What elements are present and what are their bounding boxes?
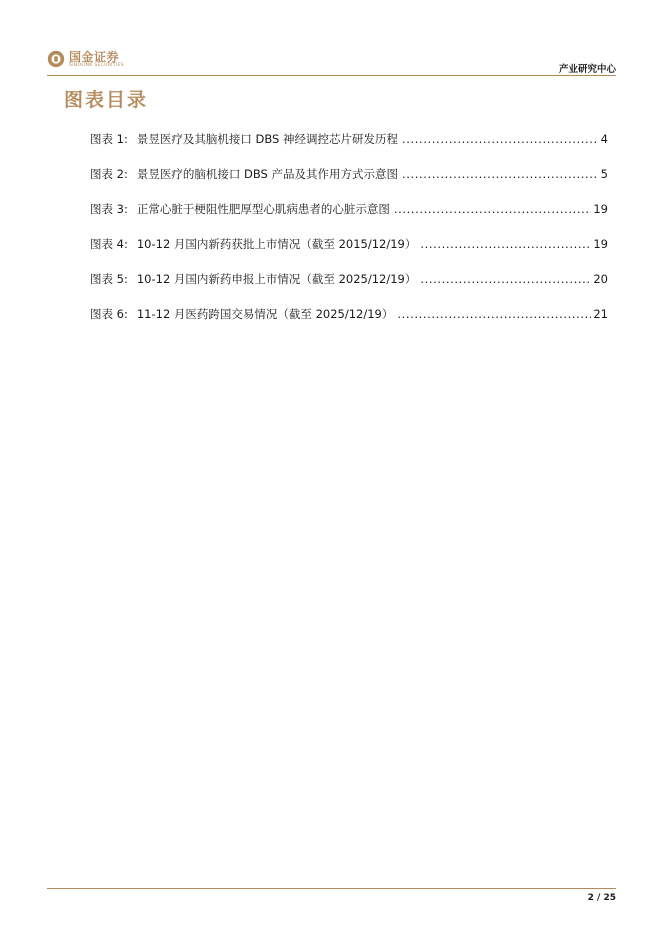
toc-entry-page: 5 [600,167,608,181]
toc-entry-caption: 11-12 月医药跨国交易情况（截至 2025/12/19） [136,307,394,321]
company-logo [47,48,147,70]
toc-title: 图表目录 [64,89,149,111]
toc-entry[interactable] [90,236,608,271]
sinolink-logo-icon [47,50,65,68]
toc-entry-label: 图表 3: [90,202,128,216]
toc-entry-page: 21 [593,307,608,321]
toc-leader-dots [402,167,596,181]
toc-entry-caption: 景昱医疗的脑机接口 DBS 产品及其作用方式示意图 [136,167,399,181]
toc-entry-page: 19 [593,237,608,251]
toc-entry[interactable] [90,131,608,166]
toc-leader-dots [394,202,592,216]
toc-entry[interactable] [90,306,608,341]
toc-list [90,131,608,341]
toc-entry-label: 图表 5: [90,272,128,286]
toc-entry[interactable] [90,271,608,306]
toc-entry-label: 图表 1: [90,132,128,146]
toc-entry-label: 图表 4: [90,237,128,251]
toc-entry-page: 19 [593,202,608,216]
toc-entry-caption: 景昱医疗及其脑机接口 DBS 神经调控芯片研发历程 [136,132,399,146]
header-divider [47,75,616,76]
toc-leader-dots [420,272,591,286]
toc-entry-caption: 正常心脏于梗阻性肥厚型心肌病患者的心脏示意图 [136,202,390,216]
toc-entry-page: 20 [593,272,608,286]
toc-leader-dots [420,237,591,251]
toc-entry[interactable] [90,201,608,236]
toc-entry-caption: 10-12 月国内新药获批上市情况（截至 2015/12/19） [136,237,417,251]
footer-divider [47,888,616,889]
department-name: 产业研究中心 [558,64,616,75]
toc-entry-page: 4 [600,132,608,146]
toc-entry-label: 图表 2: [90,167,128,181]
logo-chinese-text: 国金证券 [69,50,120,64]
page-number: 2 / 25 [587,893,616,903]
toc-entry[interactable] [90,166,608,201]
toc-entry-label: 图表 6: [90,307,128,321]
toc-entry-caption: 10-12 月国内新药申报上市情况（截至 2025/12/19） [136,272,417,286]
toc-leader-dots [402,132,596,146]
toc-leader-dots [397,307,591,321]
logo-english-text: SINOLINK SECURITIES [69,63,124,68]
